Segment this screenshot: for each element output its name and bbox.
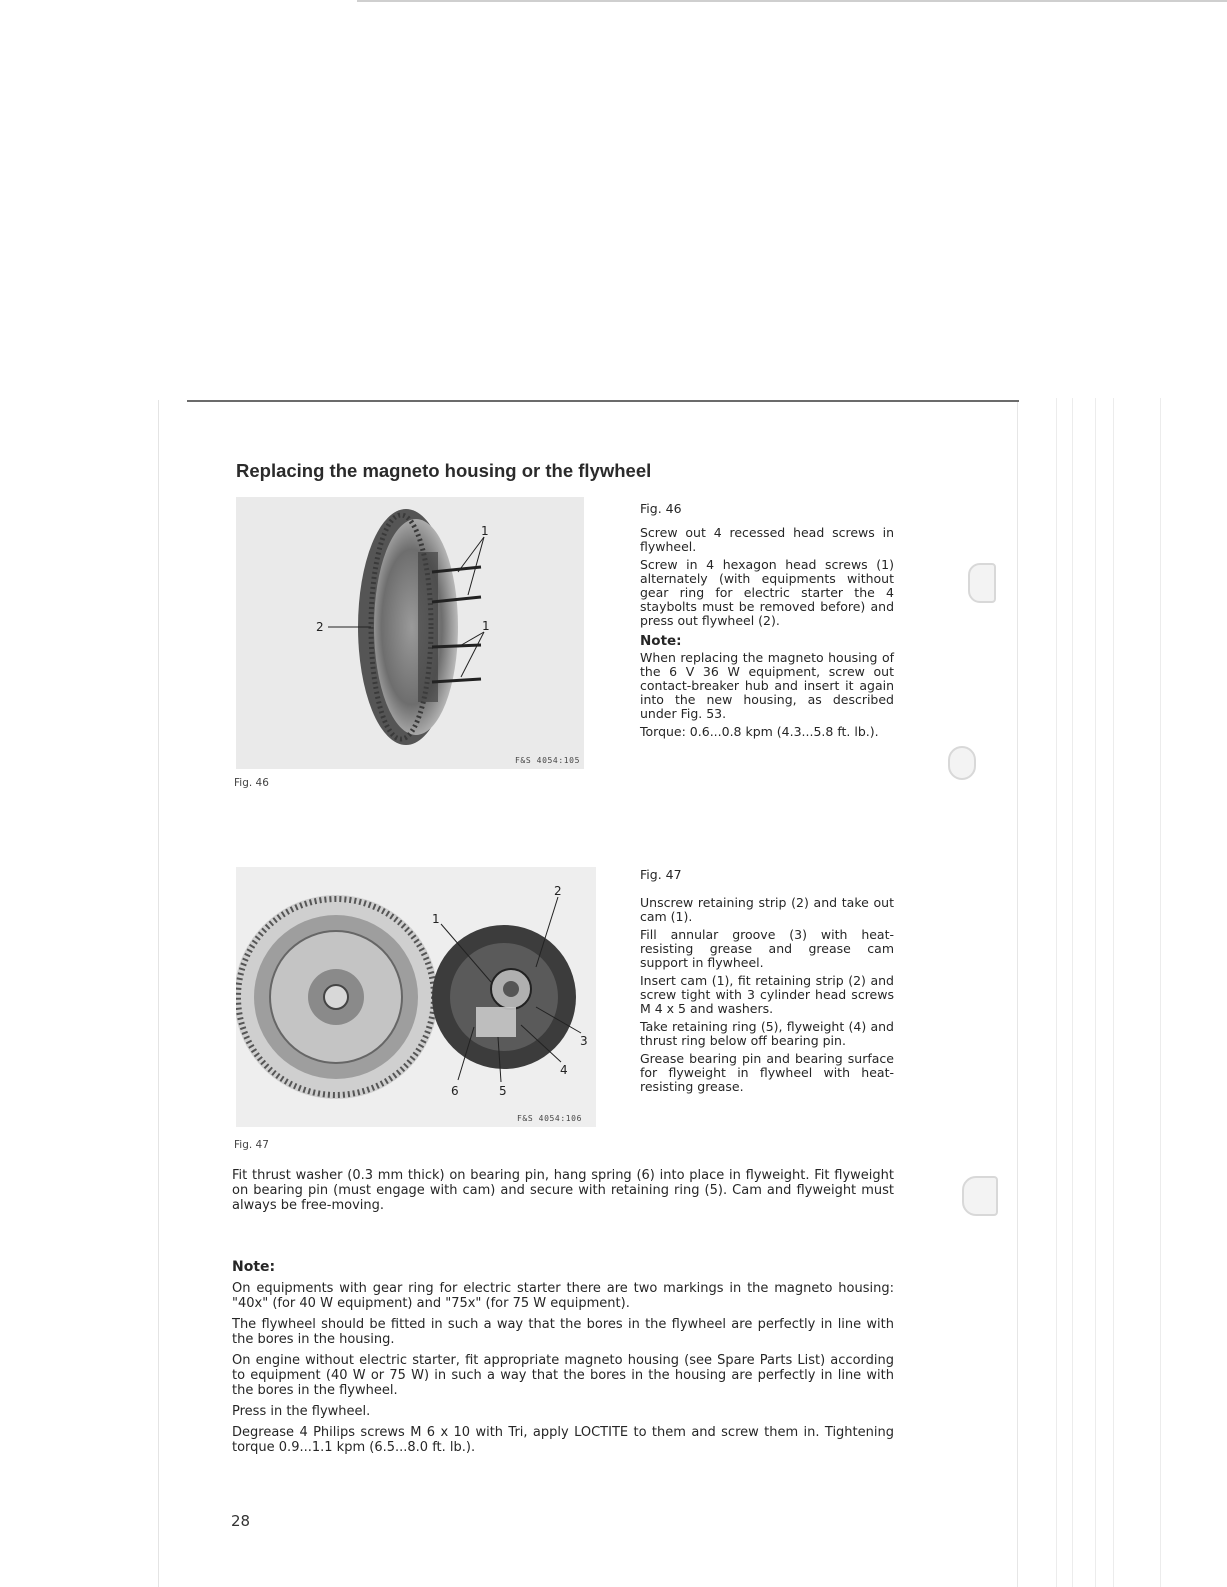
callout-2: 2 bbox=[554, 884, 562, 898]
continuation-text bbox=[232, 1168, 894, 1219]
binder-tab-1 bbox=[968, 563, 996, 603]
note-paragraph: The flywheel should be fitted in such a way that the bores in the flywheel are perfectly in line with the bores in the housing. bbox=[232, 1317, 894, 1347]
callout-1: 1 bbox=[432, 912, 440, 926]
flywheel-face bbox=[374, 519, 458, 735]
callout-6: 6 bbox=[451, 1084, 459, 1098]
fig46-torque: Torque: 0.6...0.8 kpm (4.3...5.8 ft. lb.). bbox=[640, 724, 879, 739]
photo-code: F&S 4054:105 bbox=[515, 756, 580, 765]
fig47-caption: Fig. 47 bbox=[234, 1139, 269, 1151]
fig46-step-1: Screw out 4 recessed head screws in flywheel. bbox=[640, 525, 894, 554]
continuation-paragraph: Fit thrust washer (0.3 mm thick) on bearing pin, hang spring (6) into place in flyweight. Fit flyweight on bearing pin (must engage with cam) and secure with retaining ring (5). Cam and flyweight must always be free-moving. bbox=[232, 1168, 894, 1213]
page-title: Replacing the magneto housing or the flywheel bbox=[236, 460, 652, 481]
fig46-text bbox=[640, 502, 894, 743]
page-edge-strip bbox=[1160, 398, 1161, 1587]
note-title: Note: bbox=[232, 1259, 276, 1275]
page-frame-top bbox=[187, 400, 1019, 402]
fig47-photo bbox=[236, 867, 596, 1127]
flywheel-bore bbox=[324, 985, 348, 1009]
fig47-step-5: Grease bearing pin and bearing surface for flyweight in flywheel with heat-resisting grease. bbox=[640, 1051, 894, 1094]
housing-center bbox=[418, 552, 438, 702]
fig46-label: Fig. 46 bbox=[640, 501, 682, 516]
page-edge-strip bbox=[1072, 398, 1073, 1587]
note-paragraph: On engine without electric starter, fit appropriate magneto housing (see Spare Parts List) according to equipment (40 W or 75 W) in such a way that the bores in the housing are perfectly in line with the bores in the flywheel. bbox=[232, 1353, 894, 1398]
binder-tab-2 bbox=[962, 1176, 998, 1216]
page-edge-left bbox=[158, 400, 159, 1587]
cam-center bbox=[503, 981, 519, 997]
note-section bbox=[232, 1260, 894, 1461]
page-edge-strip bbox=[1113, 398, 1114, 1587]
callout-5: 5 bbox=[499, 1084, 507, 1098]
fig47-step-1: Unscrew retaining strip (2) and take out cam (1). bbox=[640, 895, 894, 924]
fig47-text bbox=[640, 868, 894, 1098]
binder-hole bbox=[948, 746, 976, 780]
note-paragraph: On equipments with gear ring for electric starter there are two markings in the magneto housing: "40x" (for 40 W equipment) and "75x" (for 75 W equipment). bbox=[232, 1281, 894, 1311]
fig47-step-3: Insert cam (1), fit retaining strip (2) and screw tight with 3 cylinder head screws M 4 x 5 and washers. bbox=[640, 973, 894, 1016]
callout-leader bbox=[468, 537, 484, 595]
fig46-photo bbox=[236, 497, 584, 769]
callout-4: 4 bbox=[560, 1063, 568, 1077]
flywheel-side-illustration bbox=[236, 497, 584, 769]
callout-2: 2 bbox=[316, 620, 324, 634]
note-paragraph: Degrease 4 Philips screws M 6 x 10 with Tri, apply LOCTITE to them and screw them in. Tightening torque 0.9...1.1 kpm (6.5...8.0 ft. lb.). bbox=[232, 1425, 894, 1455]
note-paragraph: Press in the flywheel. bbox=[232, 1404, 371, 1419]
hexagon-screw bbox=[432, 645, 481, 647]
page-frame-right bbox=[1017, 402, 1018, 1587]
scan-top-rule bbox=[357, 0, 1227, 2]
flyweight bbox=[476, 1007, 516, 1037]
fig46-note-title: Note: bbox=[640, 633, 682, 649]
fig46-caption: Fig. 46 bbox=[234, 777, 269, 789]
page-number: 28 bbox=[231, 1512, 251, 1530]
photo-code: F&S 4054:106 bbox=[517, 1114, 582, 1123]
fig47-step-4: Take retaining ring (5), flyweight (4) and thrust ring below off bearing pin. bbox=[640, 1019, 894, 1048]
flywheel-and-housing-illustration bbox=[236, 867, 596, 1127]
callout-1: 1 bbox=[482, 619, 490, 633]
callout-3: 3 bbox=[580, 1034, 588, 1048]
fig47-label: Fig. 47 bbox=[640, 867, 682, 882]
callout-1: 1 bbox=[481, 524, 489, 538]
page-edge-strip bbox=[1095, 398, 1096, 1587]
fig46-note-text: When replacing the magneto housing of the 6 V 36 W equipment, screw out contact-breaker hub and insert it again into the new housing, as described under Fig. 53. bbox=[640, 650, 894, 721]
page-edge-strip bbox=[1056, 398, 1057, 1587]
fig47-step-2: Fill annular groove (3) with heat-resisting grease and grease cam support in flywheel. bbox=[640, 927, 894, 970]
fig46-step-2: Screw in 4 hexagon head screws (1) alternately (with equipments without gear ring for electric starter the 4 staybolts must be removed before) and press out flywheel (2). bbox=[640, 557, 894, 628]
